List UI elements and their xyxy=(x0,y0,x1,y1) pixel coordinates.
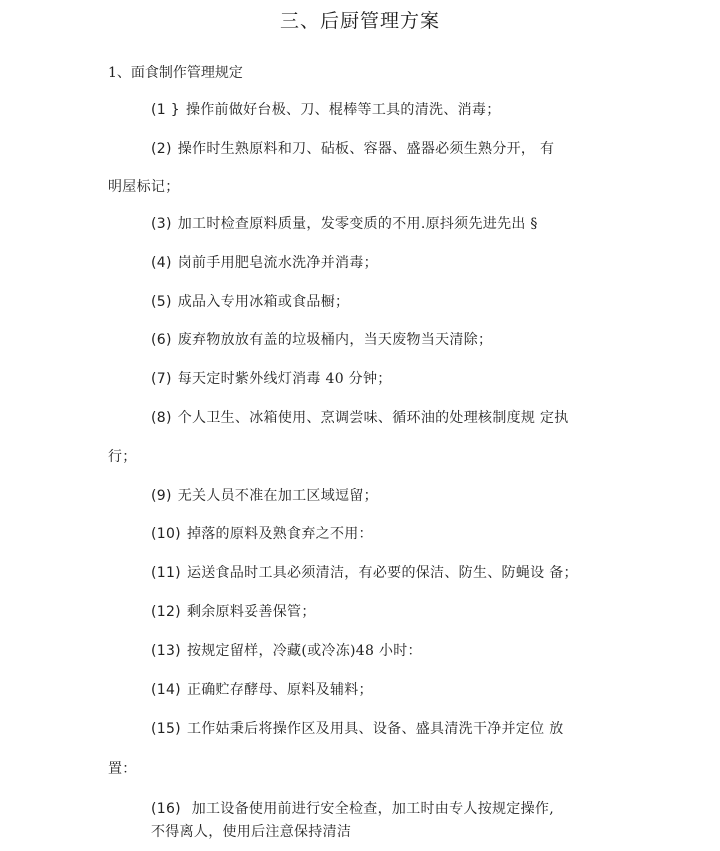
rule-text: 个人卫生、冰箱使用、烹调尝味、循环油的处理核制度规 定执 xyxy=(177,410,569,426)
rule-text: 操作时生熟原料和刀、砧板、容器、盛器必须生熟分开， 有 xyxy=(177,141,555,157)
rule-text: 置： xyxy=(108,761,137,777)
rule-line-13 xyxy=(151,640,422,660)
rule-line-8 xyxy=(151,407,569,427)
rule-text: 运送食品时工具必须清洁，有必要的保洁、防生、防蝇设 备； xyxy=(186,565,578,581)
rule-text: 行； xyxy=(108,449,137,465)
rule-line-5 xyxy=(151,291,349,311)
rule-line-16-cont xyxy=(151,821,351,841)
rule-text: 加工设备使用前进行安全检查，加工时由专人按规定操作, xyxy=(186,801,554,817)
rule-number: (16) xyxy=(151,801,181,817)
rule-text: 剩余原料妥善保管； xyxy=(186,604,316,620)
rule-line-12 xyxy=(151,601,316,621)
rule-line-15-cont xyxy=(108,758,137,778)
rule-number: (3) xyxy=(151,216,172,232)
rule-number: (11) xyxy=(151,565,181,581)
page-title: 三、后厨管理方案 xyxy=(279,10,440,32)
rule-line-2-cont xyxy=(108,176,180,196)
rule-line-3 xyxy=(151,213,538,233)
rule-text: 正确贮存酵母、原料及辅料； xyxy=(186,682,373,698)
rule-line-6 xyxy=(151,329,492,349)
rule-text: 废弃物放放有盖的垃圾桶内，当天废物当天清除； xyxy=(177,332,493,348)
rule-line-15 xyxy=(151,718,564,738)
rule-number: (8) xyxy=(151,410,172,426)
rule-number: (12) xyxy=(151,604,181,620)
rule-number: (1 } xyxy=(151,102,180,118)
rule-number: (13) xyxy=(151,643,181,659)
rule-line-4 xyxy=(151,252,378,272)
rule-text: 每天定时紫外线灯消毒 40 分钟； xyxy=(177,371,392,387)
rule-line-11 xyxy=(151,562,578,582)
rule-number: (14) xyxy=(151,682,181,698)
rule-text: 明屋标记； xyxy=(108,179,180,195)
rule-line-7 xyxy=(151,368,392,388)
rule-number: (15) xyxy=(151,721,181,737)
rule-text: 操作前做好台极、刀、棍棒等工具的清洗、消毒； xyxy=(185,102,501,118)
rule-number: (4) xyxy=(151,255,172,271)
rule-number: (10) xyxy=(151,526,181,542)
rule-line-10 xyxy=(151,523,373,543)
rule-number: (2) xyxy=(151,141,172,157)
rule-line-14 xyxy=(151,679,373,699)
rule-text: 无关人员不准在加工区域逗留； xyxy=(177,488,378,504)
rule-line-9 xyxy=(151,485,378,505)
rule-line-2 xyxy=(151,138,554,158)
rule-line-1 xyxy=(151,99,501,119)
rule-text: 加工时检查原料质量，发零变质的不用.原抖须先进先出 § xyxy=(177,216,538,232)
rule-text: 岗前手用肥皂流水洗净并消毒； xyxy=(177,255,378,271)
rule-number: (6) xyxy=(151,332,172,348)
rule-text: 成品入专用冰箱或食品橱； xyxy=(177,294,350,310)
rule-line-16 xyxy=(151,798,554,818)
rule-text: 按规定留样，冷藏(或冷冻)48 小时： xyxy=(186,643,422,659)
rule-line-8-cont xyxy=(108,446,137,466)
rule-number: (5) xyxy=(151,294,172,310)
rule-text: 掉落的原料及熟食弃之不用： xyxy=(186,526,373,542)
section-heading: 1、面食制作管理规定 xyxy=(108,65,243,81)
rule-number: (9) xyxy=(151,488,172,504)
rule-number: (7) xyxy=(151,371,172,387)
rule-text: 工作姑秉后将操作区及用具、设备、盛具清洗干净并定位 放 xyxy=(186,721,564,737)
rule-text: 不得离人，使用后注意保持清洁 xyxy=(151,824,352,840)
